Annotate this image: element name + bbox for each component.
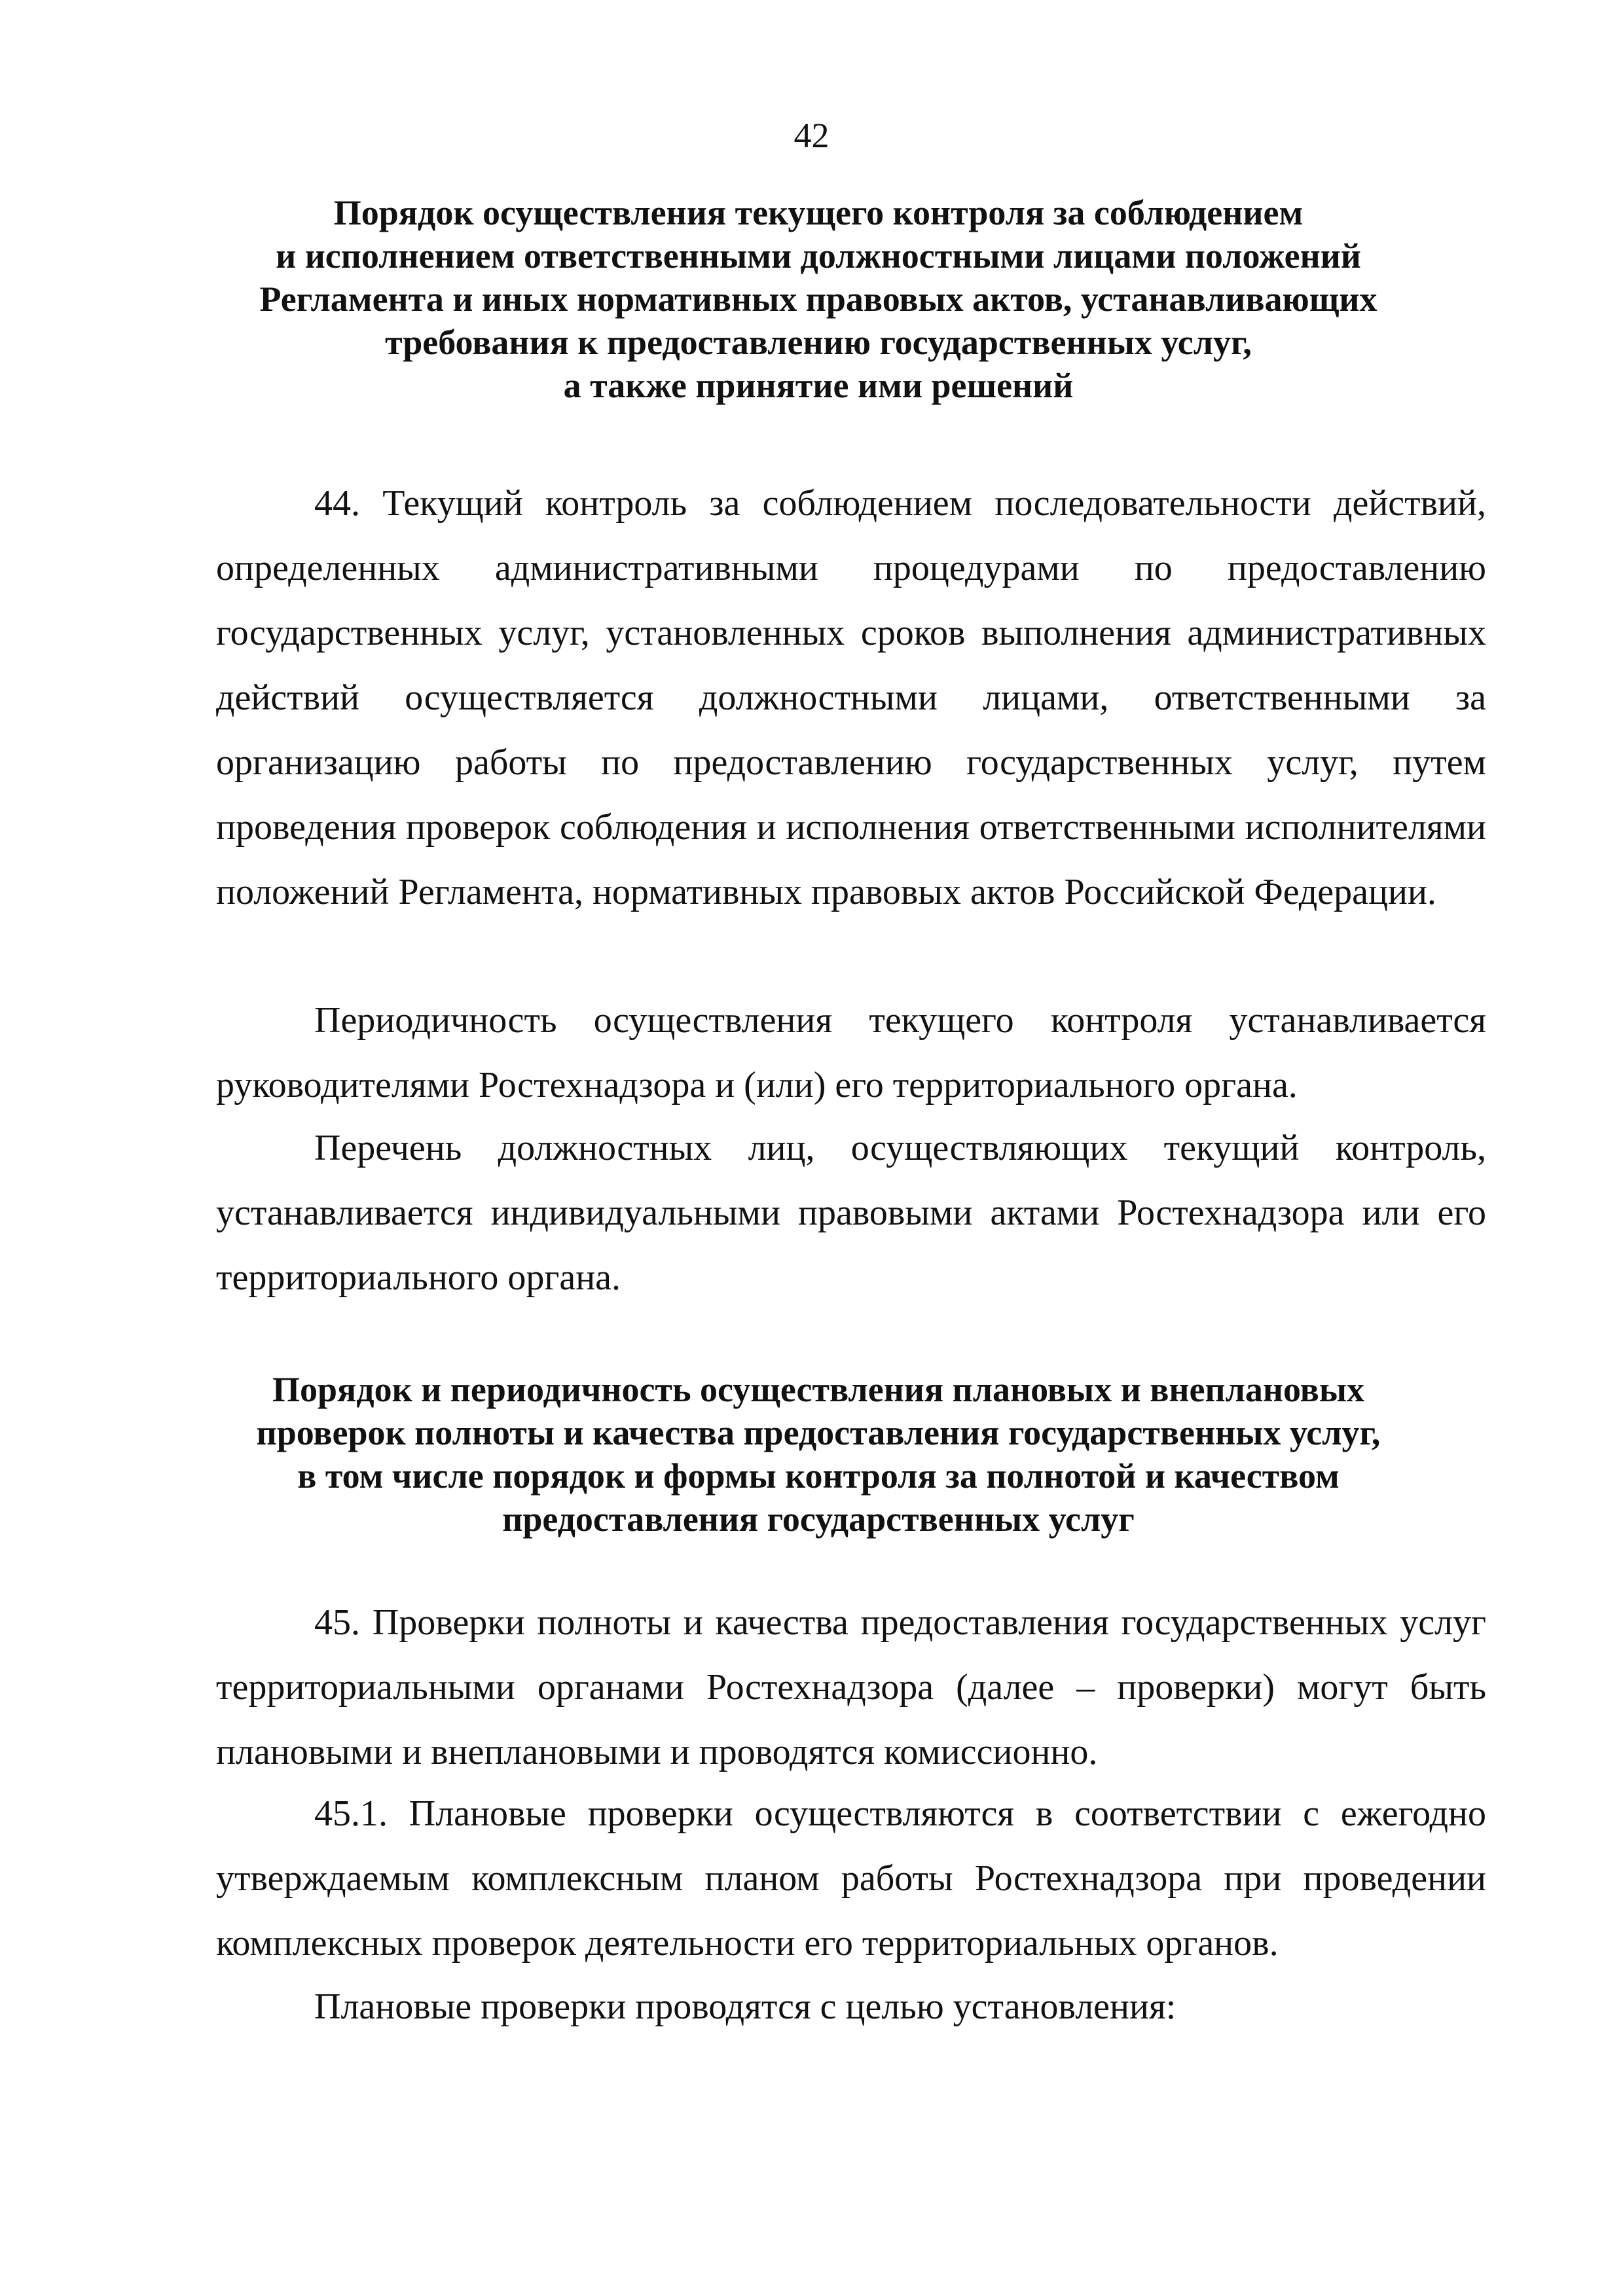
paragraph-officials-list: Перечень должностных лиц, осуществляющих текущий контроль, устанавливается индивидуальными правовыми актами Ростехнадзора или его территориального органа.: [216, 1128, 1486, 1298]
heading-line: Порядок осуществления текущего контроля за соблюдением: [333, 193, 1304, 232]
paragraph-45-1: 45.1. Плановые проверки осуществляются в соответствии с ежегодно утверждаемым комплексным планом работы Ростехнадзора при проведении комплексных проверок деятельности его территориальных органов.: [216, 1793, 1486, 1964]
heading-line: Регламента и иных нормативных правовых актов, устанавливающих: [259, 279, 1377, 319]
paragraph-periodicity: Периодичность осуществления текущего контроля устанавливается руководителями Ростехнадзора и (или) его территориального органа.: [216, 1000, 1486, 1105]
paragraph-44: 44. Текущий контроль за соблюдением последовательности действий, определенных административными процедурами по предоставлению государственных услуг, установленных сроков выполнения административных действий осуществляется должностными лицами, ответственными за организацию работы по предоставлению государственных услуг, путем проведения проверок соблюдения и исполнения ответственными исполнителями положений Регламента, нормативных правовых актов Российской Федерации.: [216, 483, 1486, 912]
heading-line: проверок полноты и качества предоставления государственных услуг,: [256, 1413, 1381, 1452]
heading-line: Порядок и периодичность осуществления плановых и внеплановых: [272, 1370, 1364, 1409]
paragraph-planned-inspections: Плановые проверки проводятся с целью установления:: [314, 1986, 1176, 2027]
heading-line: в том числе порядок и формы контроля за полнотой и качеством: [297, 1456, 1340, 1496]
heading-line: а также принятие ими решений: [563, 366, 1074, 405]
heading-line: требования к предоставлению государственных услуг,: [385, 323, 1252, 362]
section-heading-current-control: [196, 191, 1440, 407]
page-number: 42: [793, 116, 830, 155]
paragraph-45: 45. Проверки полноты и качества предоставления государственных услуг территориальными органами Ростехнадзора (далее – проверки) могут быть плановыми и внеплановыми и проводятся комиссионно.: [216, 1602, 1486, 1772]
heading-line: предоставления государственных услуг: [502, 1499, 1135, 1539]
section-heading-inspections: [196, 1368, 1440, 1541]
heading-line: и исполнением ответственными должностными лицами положений: [276, 236, 1361, 276]
